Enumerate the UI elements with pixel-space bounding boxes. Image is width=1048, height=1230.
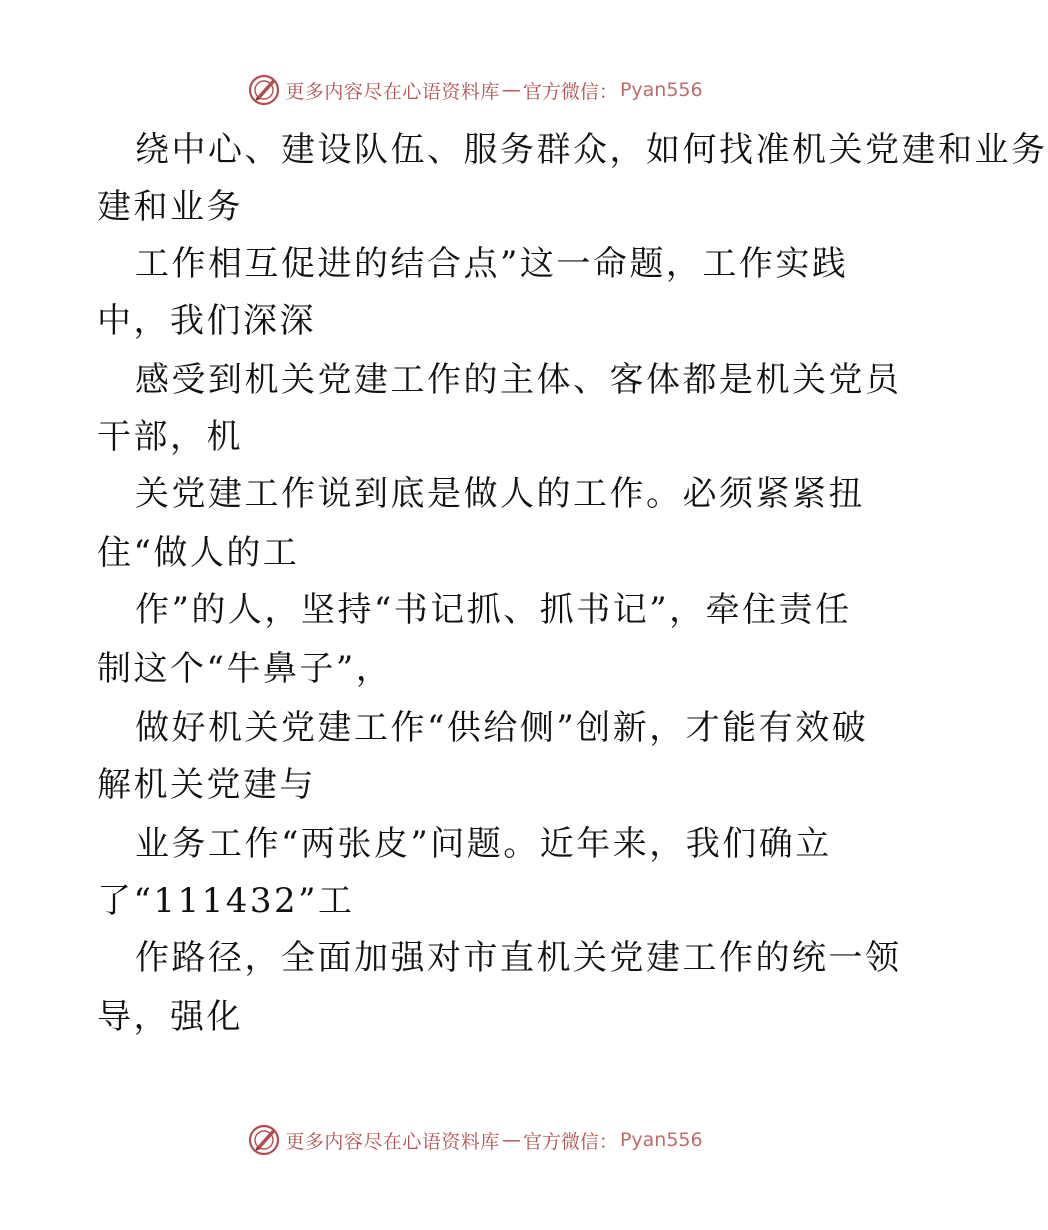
text-line: 绕中心、建设队伍、服务群众，如何找准机关党建和业务 (135, 130, 1048, 170)
watermark-text: 更多内容尽在心语资料库 (285, 80, 500, 103)
watermark-wechat-label: 官方微信： (522, 1130, 618, 1153)
text-line: 干部，机 (97, 417, 243, 457)
text-line: 制这个“牛鼻子”， (97, 649, 393, 689)
text-line: 解机关党建与 (97, 765, 316, 805)
text-line: 工作相互促进的结合点”这一命题，工作实践 (135, 244, 849, 284)
watermark-wechat-id: Pyan556 (619, 79, 703, 101)
text-line: 建和业务 (97, 187, 243, 227)
watermark-separator: — (501, 79, 521, 101)
header-watermark (0, 70, 950, 110)
watermark-separator: — (501, 1129, 521, 1151)
text-line: 导，强化 (97, 997, 243, 1037)
watermark-wechat-id: Pyan556 (619, 1129, 703, 1151)
text-line: 业务工作“两张皮”问题。近年来，我们确立 (135, 824, 832, 864)
text-line: 作”的人，坚持“书记抓、抓书记”，牵住责任 (135, 590, 852, 630)
text-line: 感受到机关党建工作的主体、客体都是机关党员 (135, 360, 902, 400)
text-line: 了“111432”工 (97, 881, 355, 921)
text-line: 住“做人的工 (97, 533, 300, 573)
watermark-text: 更多内容尽在心语资料库 (285, 1130, 500, 1153)
text-line: 中，我们深深 (97, 301, 316, 341)
text-line: 关党建工作说到底是做人的工作。必须紧紧扭 (135, 474, 865, 514)
watermark-wechat-label: 官方微信： (522, 80, 618, 103)
text-line: 作路径，全面加强对市直机关党建工作的统一领 (135, 938, 902, 978)
quill-pen-icon (247, 73, 281, 107)
footer-watermark (0, 1120, 950, 1160)
text-line: 做好机关党建工作“供给侧”创新，才能有效破 (135, 708, 869, 748)
quill-pen-icon (247, 1123, 281, 1157)
